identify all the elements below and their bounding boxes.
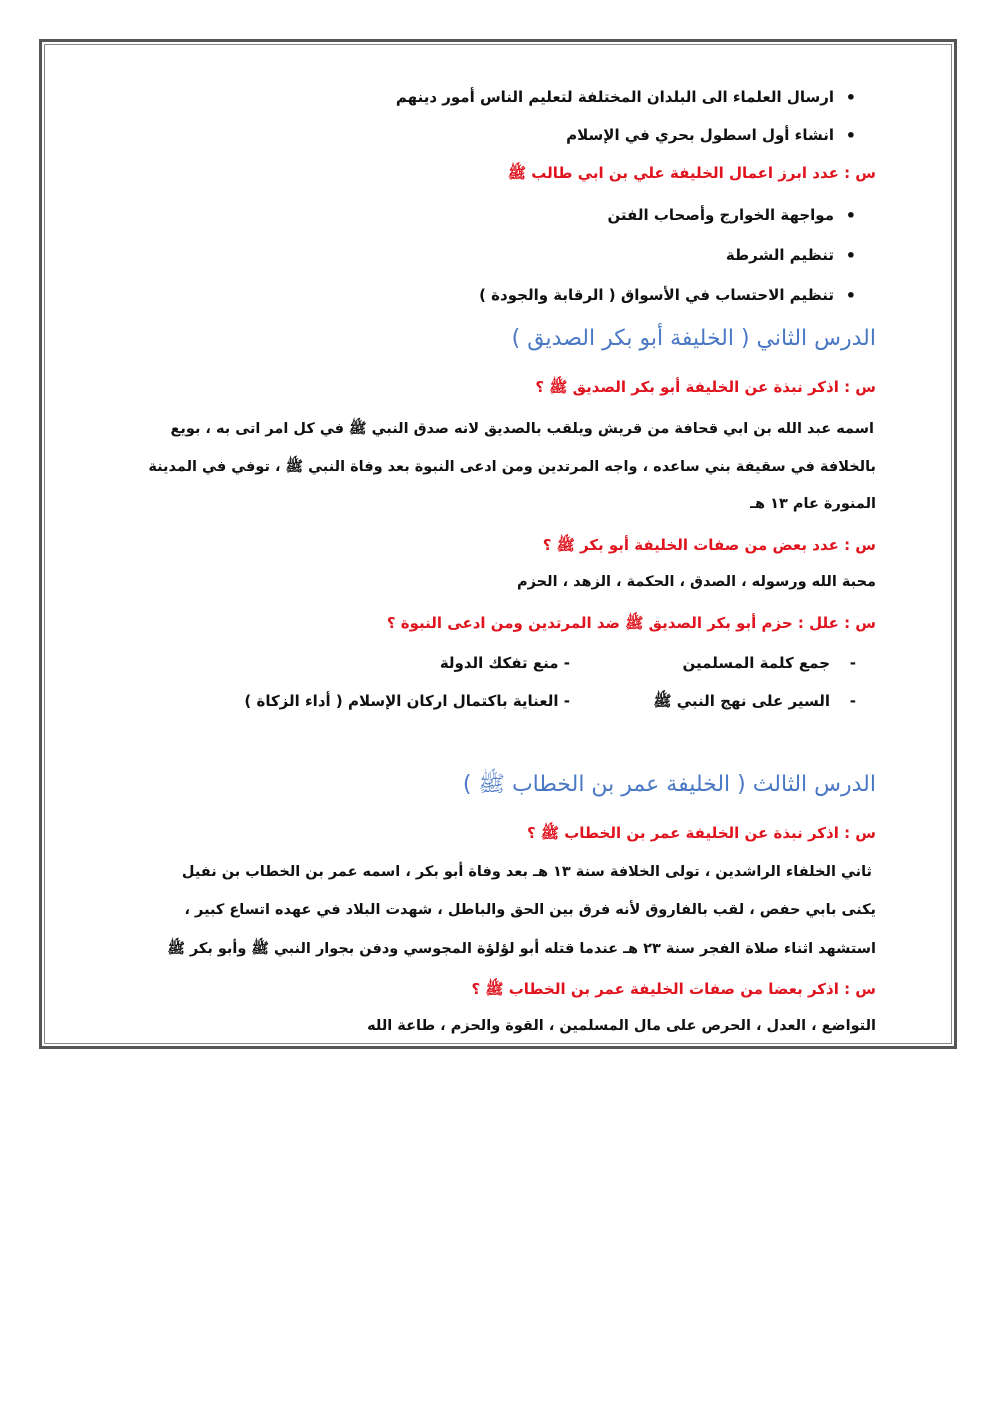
bullet-item: • تنظيم الشرطة (726, 246, 858, 264)
lesson-3-heading: الدرس الثالث ( الخليفة عمر بن الخطاب ﷺ ) (462, 772, 876, 797)
question-omar-bio: س : اذكر نبذة عن الخليفة عمر بن الخطاب ﷺ ؟ (526, 824, 876, 842)
paragraph-line: بالخلافة في سقيفة بني ساعده ، واجه المرتدين ومن ادعى النبوة بعد وفاة النبي ﷺ ، توفي في المدينة (148, 459, 876, 475)
question-abubakr-bio: س : اذكر نبذة عن الخليفة أبو بكر الصديق ﷺ ؟ (535, 378, 876, 396)
reason-item: - العناية باكتمال اركان الإسلام ( أداء الزكاة ) (244, 692, 570, 710)
abubakr-traits: محبة الله ورسوله ، الصدق ، الحكمة ، الزهد ، الحزم (517, 574, 876, 590)
reason-item: - منع تفكك الدولة (439, 654, 570, 672)
question-abubakr-reason: س : علل : حزم أبو بكر الصديق ﷺ ضد المرتدين ومن ادعى النبوة ؟ (386, 614, 876, 632)
bullet-item: • انشاء أول اسطول بحري في الإسلام (566, 126, 858, 144)
paragraph-line: استشهد اثناء صلاة الفجر سنة ٢٣ هـ عندما قتله أبو لؤلؤة المجوسي ودفن بجوار النبي ﷺ وأبو بكر ﷺ (167, 941, 876, 957)
bullet-item: • ارسال العلماء الى البلدان المختلفة لتعليم الناس أمور دينهم (396, 88, 858, 106)
paragraph-line: اسمه عبد الله بن ابي قحافة من قريش ويلقب بالصديق لانه صدق النبي ﷺ في كل امر اتى به ، بويع (170, 421, 874, 437)
question-omar-traits: س : اذكر بعضا من صفات الخليفة عمر بن الخطاب ﷺ ؟ (471, 980, 876, 998)
question-ali: س : عدد ابرز اعمال الخليفة علي بن ابي طالب ﷺ (507, 164, 876, 182)
omar-traits: التواضع ، العدل ، الحرص على مال المسلمين ، القوة والحزم ، طاعة الله (367, 1018, 876, 1034)
bullet-item: • تنظيم الاحتساب في الأسواق ( الرقابة والجودة ) (479, 286, 858, 304)
reason-item: - السير على نهج النبي ﷺ (653, 692, 858, 714)
bullet-item: • مواجهة الخوارج وأصحاب الفتن (607, 206, 858, 224)
paragraph-line: المنورة عام ١٣ هـ (750, 496, 876, 512)
question-abubakr-traits: س : عدد بعض من صفات الخليفة أبو بكر ﷺ ؟ (542, 536, 876, 554)
reason-item: - جمع كلمة المسلمين (683, 654, 858, 672)
paragraph-line: ثاني الخلفاء الراشدين ، تولى الخلافة سنة ١٣ هـ بعد وفاة أبو بكر ، اسمه عمر بن الخطاب بن نفيل (181, 864, 872, 880)
paragraph-line: يكنى بابي حفص ، لقب بالفاروق لأنه فرق بين الحق والباطل ، شهدت البلاد في عهده اتساع كبير ، (184, 902, 876, 918)
lesson-2-heading: الدرس الثاني ( الخليفة أبو بكر الصديق ) (511, 326, 876, 351)
